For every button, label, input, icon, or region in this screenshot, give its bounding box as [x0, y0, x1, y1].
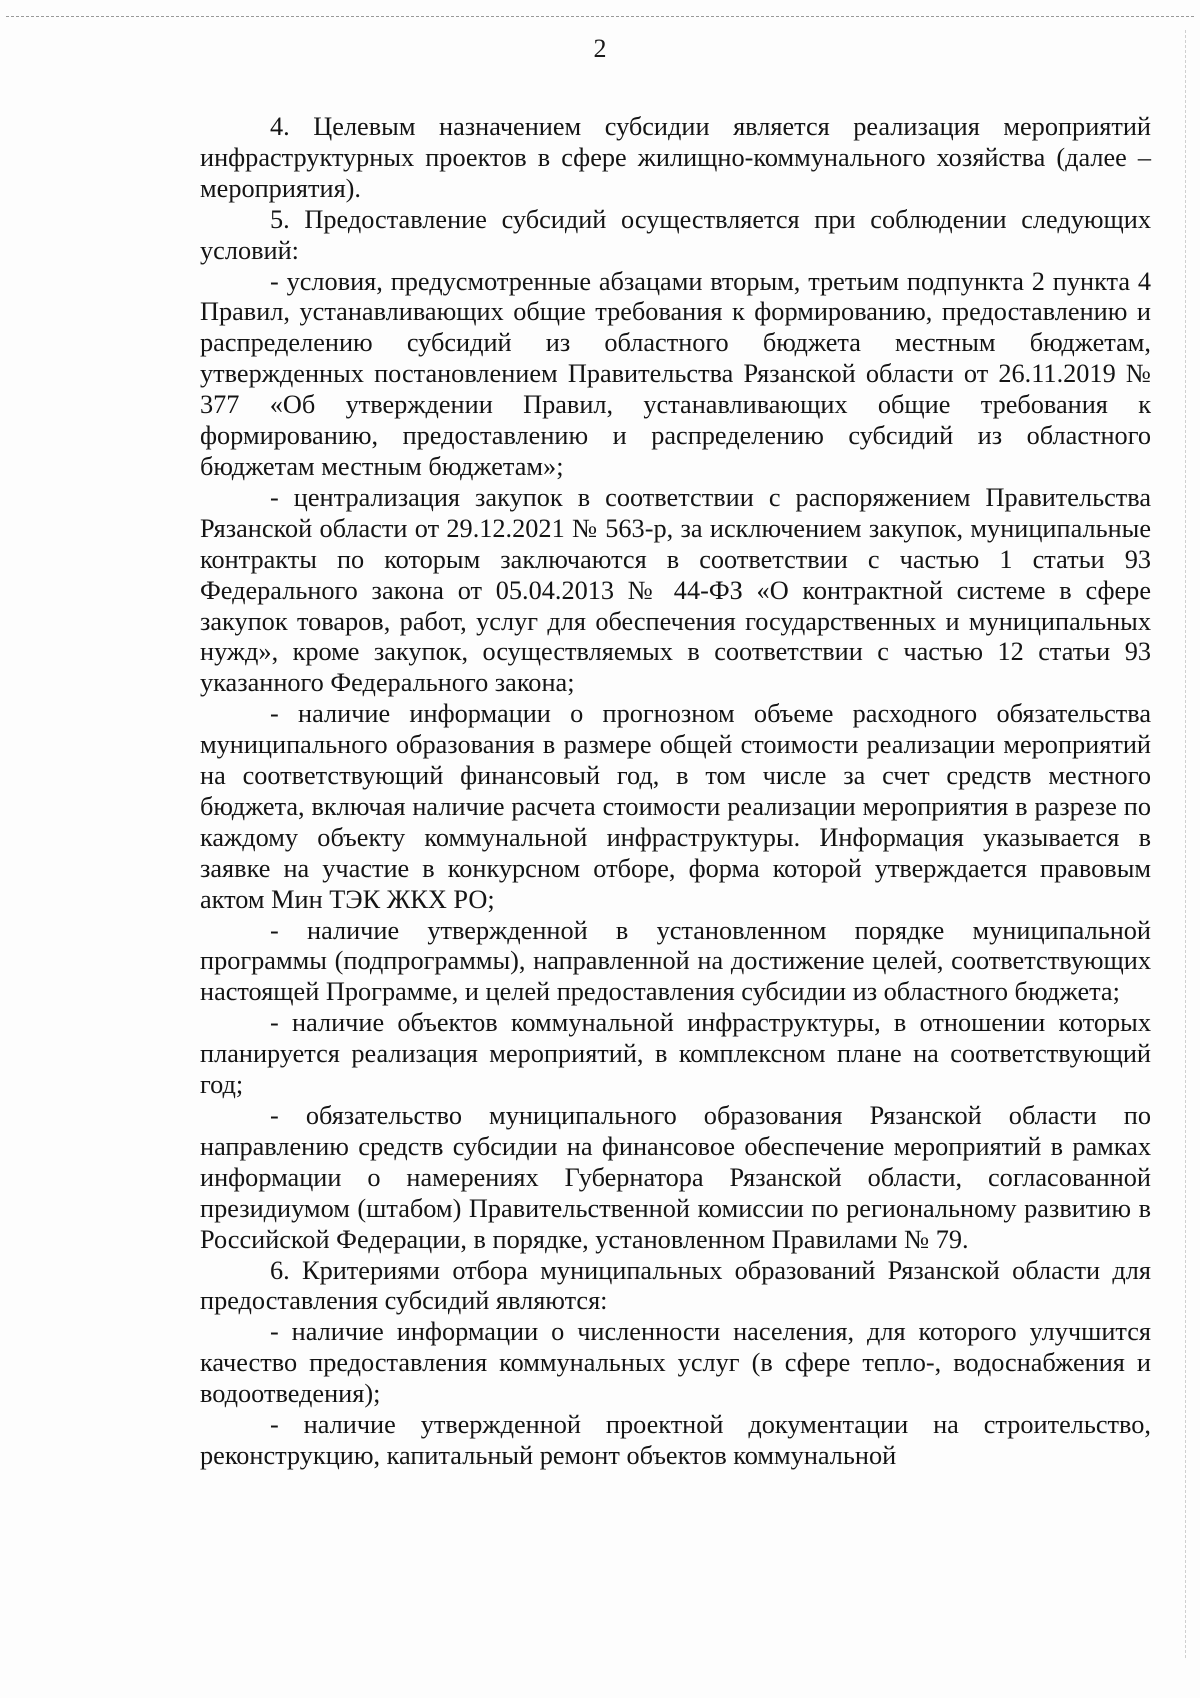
- condition-objects-item: - наличие объектов коммунальной инфраструктуры, в отношении которых планируется реализация мероприятий, в комплексном плане на соответствующий год;: [200, 1008, 1151, 1100]
- condition-program-item: - наличие утвержденной в установленном порядке муниципальной программы (подпрограммы), направленной на достижение целей, соответствующих настоящей Программе, и целей предоставления субсидии из областного бюджета;: [200, 915, 1151, 1007]
- condition-obligation-item: - обязательство муниципального образования Рязанской области по направлению средств субсидии на финансовое обеспечение мероприятий в рамках информации о намерениях Губернатора Рязанской области, согласованной президиумом (штабом) Правительственной комиссии по региональному развитию в Российской Федерации, в порядке, установленном Правилами № 79.: [200, 1101, 1151, 1254]
- condition-forecast-item: - наличие информации о прогнозном объеме расходного обязательства муниципального образования в размере общей стоимости реализации мероприятий на соответствующий финансовый год, в том числе за счет средств местного бюджета, включая наличие расчета стоимости реализации мероприятия в разрезе по каждому объекту коммунальной инфраструктуры. Информация указывается в заявке на участие в конкурсном отборе, форма которой утверждается правовым актом Мин ТЭК ЖКХ РО;: [200, 699, 1151, 914]
- document-body: [200, 112, 1151, 1472]
- paragraph-4: 4. Целевым назначением субсидии является реализация мероприятий инфраструктурных проектов в сфере жилищно-коммунального хозяйства (далее – мероприятия).: [200, 112, 1151, 203]
- condition-procurement-item: - централизация закупок в соответствии с распоряжением Правительства Рязанской области от 29.12.2021 № 563-р, за исключением закупок, муниципальные контракты по которым заключаются в соответствии с частью 1 статьи 93 Федерального закона от 05.04.2013 № 44-ФЗ «О контрактной системе в сфере закупок товаров, работ, услуг для обеспечения государственных и муниципальных нужд», кроме закупок, осуществляемых в соответствии с частью 12 статьи 93 указанного Федерального закона;: [200, 482, 1151, 698]
- paragraph-5: 5. Предоставление субсидий осуществляется при соблюдении следующих условий:: [200, 204, 1151, 265]
- paragraph-6: 6. Критериями отбора муниципальных образований Рязанской области для предоставления субсидий являются:: [200, 1255, 1151, 1316]
- condition-rules-item: - условия, предусмотренные абзацами вторым, третьим подпункта 2 пункта 4 Правил, устанавливающих общие требования к формированию, предоставлению и распределению субсидий из областного бюджета местным бюджетам, утвержденных постановлением Правительства Рязанской области от 26.11.2019 № 377 «Об утверждении Правил, устанавливающих общие требования к формированию, предоставлению и распределению субсидий из областного бюджетам местным бюджетам»;: [200, 266, 1151, 481]
- criterion-population-item: - наличие информации о численности населения, для которого улучшится качество предоставления коммунальных услуг (в сфере тепло-, водоснабжения и водоотведения);: [200, 1317, 1151, 1409]
- page-number: 2: [593, 34, 607, 63]
- scan-right-edge: [1185, 30, 1186, 1658]
- criterion-design-docs-item: - наличие утвержденной проектной документации на строительство, реконструкцию, капитальный ремонт объектов коммунальной: [200, 1410, 1151, 1470]
- scan-top-edge: [6, 16, 1194, 17]
